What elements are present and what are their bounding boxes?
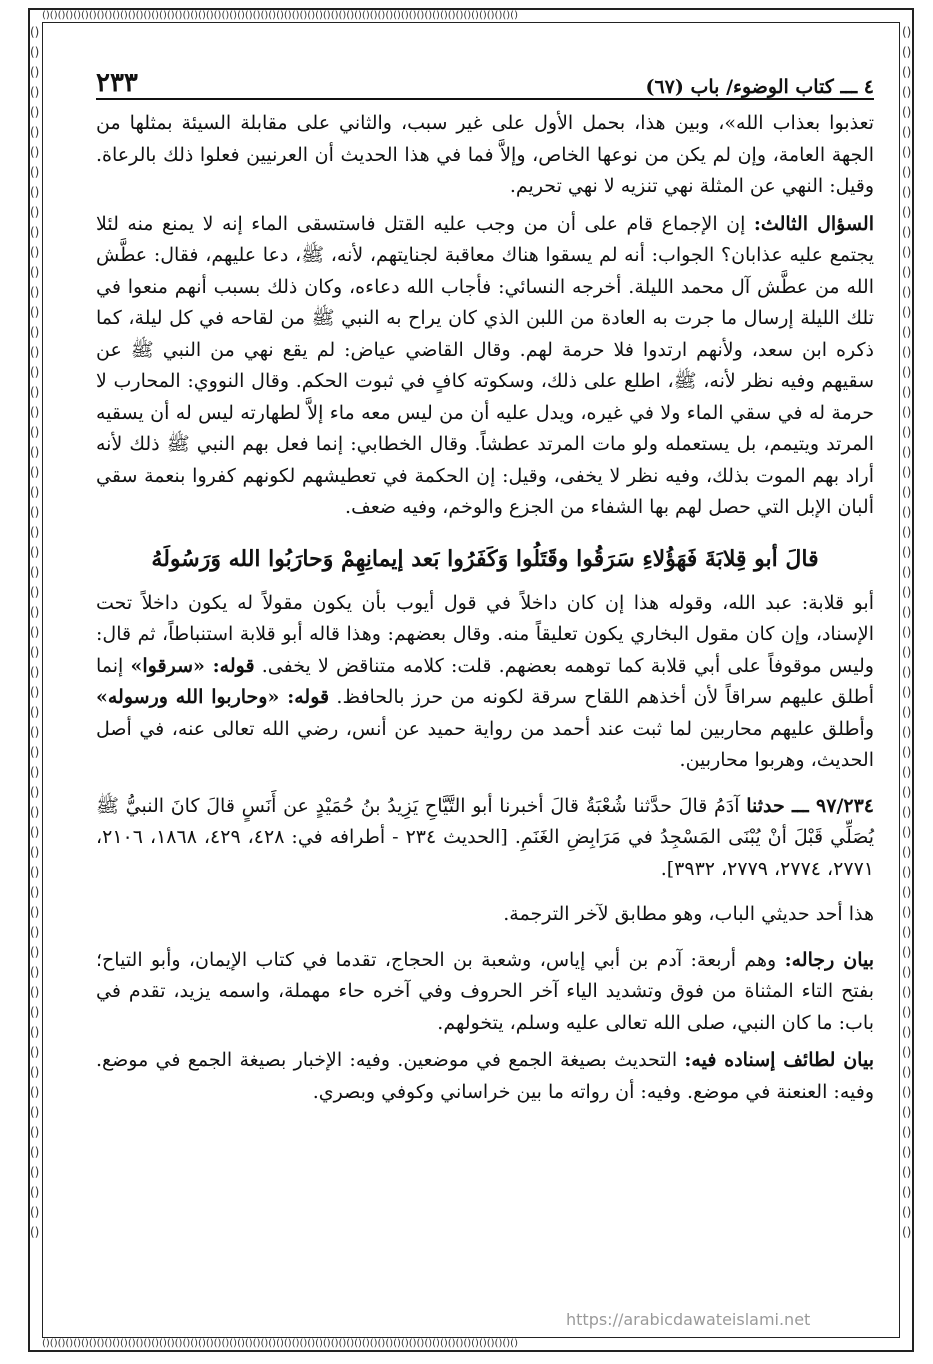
commentary-text-1: أبو قلابة: عبد الله، وقوله هذا إن كان داخلاً في قول أيوب بأن يكون مقولاً له يكون داخلاً تحت الإسناد، وإن كان مقول البخاري يكون تعليقاً منه. وقال بعضهم: وهذا قاله أبو قلابة استنباطاً، ثم قال: وليس موقوفاً على أبي قلابة كما توهمه بعضهم. قلت: كلامه متناقض لا يخفى. [96,591,874,677]
paragraph-1: تعذبوا بعذاب الله»، وبين هذا، بحمل الأول على غير سبب، والثاني على مقابلة السيئة بمثلها من الجهة العامة، وإن لم يكن من نوعها الخاص، وإلاَّ فما في هذا الحديث أن العرنيين فعلوا ذلك بالرعاة. وقيل: النهي عن المثلة نهي تنزيه لا نهي تحريم. [96,112,874,197]
border-ornament-left: ()()()()()()()()()()()()()()()()()()()()()()()()()()()()()()()()()()()()()()()()()()()()()()()()()()()()()()()()()()()()() [30,25,40,1239]
border-ornament-right: ()()()()()()()()()()()()()()()()()()()()()()()()()()()()()()()()()()()()()()()()()()()()()()()()()()()()()()()()()()()()() [902,25,912,1239]
watermark-url: https://arabicdawateislami.net [566,1310,811,1329]
chapter-title: ٤ ـــ كتاب الوضوء/ باب (٦٧) [645,76,874,98]
commentary-qawluh-1: قوله: «سرقوا» [130,654,255,677]
isnad-heading: بيان لطائف إسناده فيه: [684,1049,874,1071]
hadith-number: ٩٧/٢٣٤ ـــ حدثنا [746,794,874,817]
border-ornament-top: ()()()()()()()()()()()()()()()()()()()()()()()()()()()()()()()()()()()()()()()()()()()()()()()()()()()()()()()()()()()()() [42,10,518,21]
narrators-body: وهم أربعة: آدم بن أبي إياس، وشعبة بن الحجاج، تقدما في كتاب الإيمان، وأبو التياح؛ بفتح التاء المثناة من فوق وتشديد الياء آخر الحروف وفي آخره حاء مهملة، واسمه يزيد، تقدم في باب: ما كان النبي، صلى الله تعالى عليه وسلم، يتخولهم. [96,948,874,1034]
narrators-heading: بيان رجاله: [784,948,874,971]
commentary-text-2: إنما أطلق عليهم سراقاً لأن أخذهم اللقاح سرقة لكونه من حرز بالحافظ. [96,654,874,708]
page-number: ٢٣٣ [96,68,138,98]
hadith-body: آدَمُ قالَ حدَّثنا شُعْبَةُ قالَ أخبرنا أبو التَّيَّاحِ يَزِيدُ بنُ حُمَيْدٍ عن أَنَسٍ قالَ كانَ النبيُّ ﷺ يُصَلِّي قَبْلَ أنْ يُبْنَى المَسْجِدُ في مَرَابِضِ الغَنَمِ. [الحديث ٢٣٤ - أطرافه في: ٤٢٨، ٤٢٩، ١٨٦٨، ٢١٠٦، ٢٧٧١، ٢٧٧٤، ٢٧٧٩، ٣٩٣٢]. [96,794,874,880]
commentary-qawluh-2: قوله: «وحاربوا الله ورسوله» [96,686,330,708]
question-body: إن الإجماع قام على أن من وجب عليه القتل فاستسقى الماء إنه لا يمنع منه لئلا يجتمع عليه عذابان؟ الجواب: أنه لم يسقوا هناك معاقبة لجنايتهم، لأنه، ﷺ، دعا عليهم، فقال: عطَّش الله من عطَّش آل محمد الليلة. أخرجه النسائي: فأجاب الله دعاءه، وكان ذلك بسبب أنهم منعوا في تلك الليلة إرسال ما جرت به العادة من اللبن الذي كان يراح به النبي ﷺ من لقاحه في كل ليلة، كما ذكره ابن سعد، ولأنهم ارتدوا فلا حرمة لهم. وقال القاضي عياض: لم يقع نهي من النبي ﷺ عن سقيهم وفيه نظر لأنه، ﷺ، اطلع على ذلك، وسكوته كافٍ في ثبوت الحكم. وقال النووي: المحارب لا حرمة له في سقي الماء ولا في غيره، ويدل عليه أن من ليس معه ماء إلاَّ لطهارته ليس له أن يسقيه المرتد ويتيمم، بل يستعمله ولو مات المرتد عطشاً. وقال الخطابي: إنما فعل بهم النبي ﷺ ذلك لأنه أراد بهم الموت بذلك، وفيه نظر لا يخفى، وقيل: إن الحكمة في تعطيشهم لكونهم كفروا بنعمة سقي ألبان الإبل التي حصل لهم بها الشفاء من الجزع والوخم، وفيه ضعف. [96,212,874,518]
border-ornament-bottom: ()()()()()()()()()()()()()()()()()()()()()()()()()()()()()()()()()()()()()()()()()()()()()()()()()()()()()()()()()()()()() [42,1338,518,1349]
page-content [96,58,874,1328]
paragraph-isnad [96,1045,874,1108]
commentary-text-3: وأطلق عليهم محاربين لما ثبت عند أحمد من رواية حميد عن أنس، رضي الله تعالى عنه، في أصل الحديث، وهربوا محاربين. [96,717,874,771]
isnad-body: التحديث بصيغة الجمع في موضعين. وفيه: الإخبار بصيغة الجمع في موضع. وفيه: العنعنة في موضع. وفيه: أن رواته ما بين خراساني وكوفي وبصري. [96,1049,874,1103]
paragraph-relevance: هذا أحد حديثي الباب، وهو مطابق لآخر الترجمة. [503,903,874,925]
paragraph-question-3 [96,209,874,524]
question-heading: السؤال الثالث: [753,212,874,235]
paragraph-narrators [96,945,874,1040]
running-header [96,58,874,100]
paragraph-commentary [96,588,874,777]
hadith-text [96,791,874,886]
abu-qilaba-quote: قالَ أبو قِلابَةَ فَهَؤُلاءِ سَرَقُوا وقَتَلُوا وَكَفَرُوا بَعد إيمانِهِمْ وَحارَبُوا الله وَرَسُولَهُ [151,545,819,572]
